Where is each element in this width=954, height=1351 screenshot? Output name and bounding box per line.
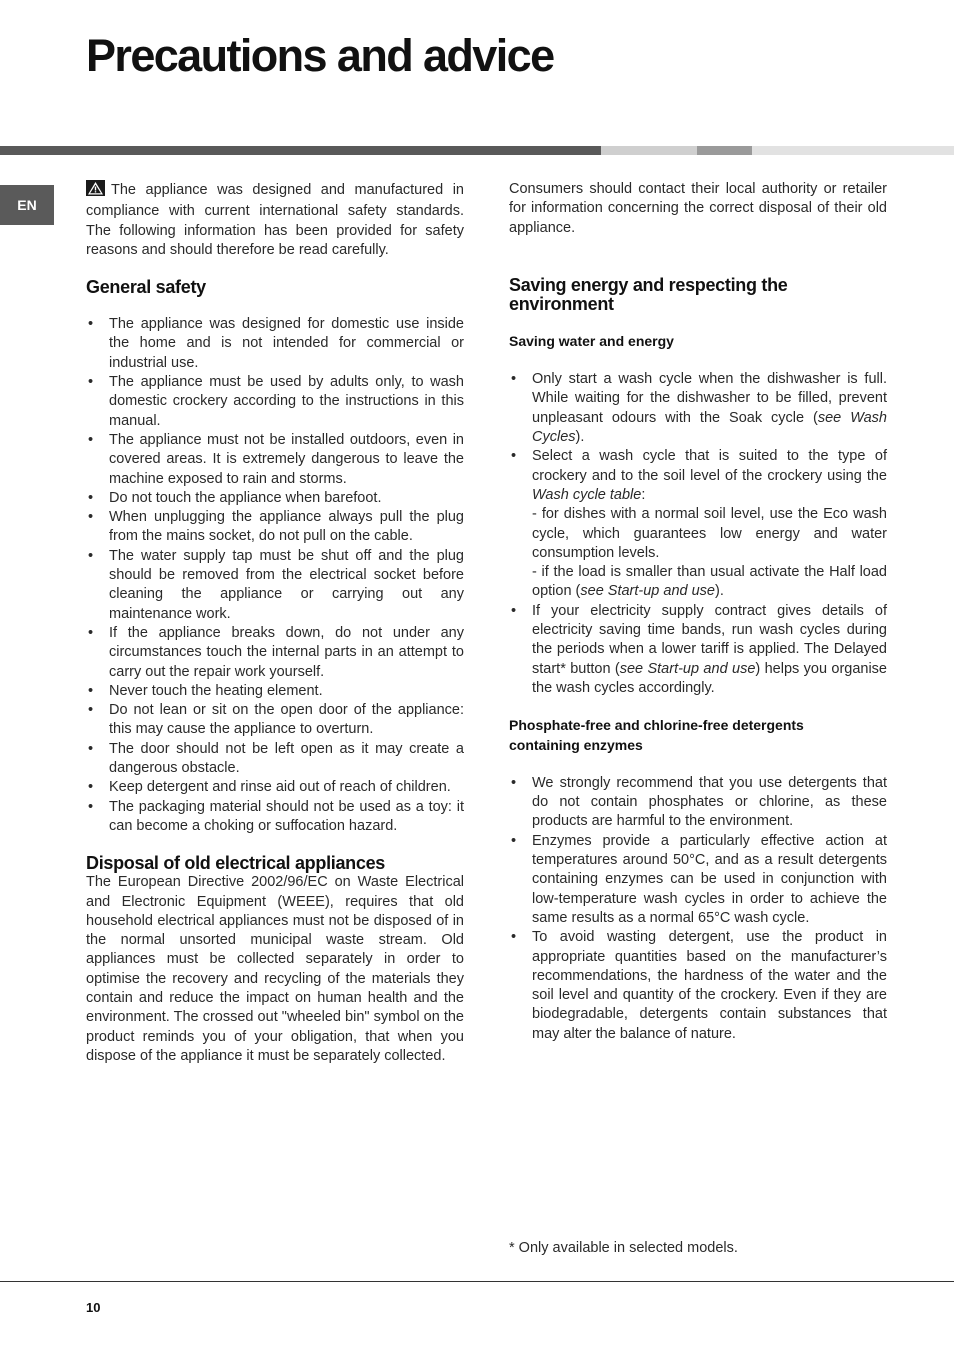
list-item: • Do not lean or sit on the open door of the appliance: this may cause the appliance to overturn.	[86, 701, 464, 740]
list-item: • Select a wash cycle that is suited to the type of crockery and to the soil level of the crockery using the Wash cycle table: - for dishes with a normal soil level, use the Eco wash cycle, which guarantees low energy and water consumption levels. - if the load is smaller than usual activate the Half load option (see Start-up and use).	[509, 447, 887, 601]
page-number: 10	[86, 1300, 101, 1315]
page-title: Precautions and advice	[86, 30, 554, 81]
disposal-heading: Disposal of old electrical appliances	[86, 853, 386, 874]
list-item: • When unplugging the appliance always pull the plug from the mains socket, do not pull on the cable.	[86, 508, 464, 547]
list-item: • If the appliance breaks down, do not under any circumstances touch the internal parts in an attempt to carry out the repair work yourself.	[86, 624, 464, 682]
eco-note: - for dishes with a normal soil level, use the Eco wash cycle, which guarantees low energy and water consumption levels.	[532, 506, 887, 561]
list-item: • The appliance must not be installed outdoors, even in covered areas. It is extremely dangerous to leave the machine exposed to rain and storms.	[86, 431, 464, 489]
list-item: • Do not touch the appliance when barefoot.	[86, 489, 464, 508]
list-item: • The water supply tap must be shut off and the plug should be removed from the electrical socket before cleaning the appliance or carrying out any maintenance work.	[86, 547, 464, 624]
energy-heading-line: Saving energy and respecting the	[509, 274, 788, 295]
list-item: • Only start a wash cycle when the dishwasher is full. While waiting for the dishwasher to be filled, prevent unpleasant odours with the Soak cycle (see Wash Cycles).	[509, 370, 887, 447]
list-item: • The packaging material should not be used as a toy: it can become a choking or suffocation hazard.	[86, 798, 464, 837]
general-safety-heading: General safety	[86, 277, 206, 298]
warning-icon	[86, 180, 105, 202]
list-item: • We strongly recommend that you use detergents that do not contain phosphates or chlorine, as these products are harmful to the environment.	[509, 774, 887, 832]
list-item: • The door should not be left open as it may create a dangerous obstacle.	[86, 740, 464, 779]
left-column	[86, 180, 464, 1066]
header-bar-dark	[0, 146, 601, 155]
intro-text: The appliance was designed and manufactured in compliance with current international safety standards. The following information has been provided for safety reasons and should therefore be read carefully.	[86, 182, 464, 258]
intro-paragraph	[86, 180, 464, 260]
list-item: • Enzymes provide a particularly effective action at temperatures around 50°C, and as a result detergents containing enzymes can be used in conjunction with low-temperature wash cycles in order to achieve the same results as a normal 65°C wash cycle.	[509, 832, 887, 928]
list-item: • Keep detergent and rinse aid out of reach of children.	[86, 778, 464, 797]
detergents-list	[509, 774, 887, 1044]
energy-heading	[509, 276, 887, 314]
language-tab: EN	[0, 185, 54, 225]
list-item: • The appliance must be used by adults only, to wash domestic crockery according to the instructions in this manual.	[86, 373, 464, 431]
water-energy-subheading: Saving water and energy	[509, 332, 674, 349]
detergents-subheading: Phosphate-free and chlorine-free detergents containing enzymes	[509, 717, 804, 753]
disposal-paragraph: The European Directive 2002/96/EC on Waste Electrical and Electronic Equipment (WEEE), requires that old household electrical appliances must not be disposed of in the normal unsorted municipal waste stream. Old appliances must be collected separately in order to optimise the recovery and recycling of the materials they contain and reduce the impact on human health and the environment. The crossed out "wheeled bin" symbol on the product reminds you of your obligation, that when you dispose of the appliance it must be separately collected.	[86, 874, 464, 1064]
water-energy-list	[509, 370, 887, 698]
half-load-note: - if the load is smaller than usual activate the Half load option (see Start-up and use).	[532, 564, 887, 600]
header-bar-light	[601, 146, 697, 155]
list-item: • The appliance was designed for domestic use inside the home and is not intended for commercial or industrial use.	[86, 315, 464, 373]
list-item: • Never touch the heating element.	[86, 682, 464, 701]
footer-rule	[0, 1281, 954, 1282]
general-safety-list	[86, 315, 464, 836]
energy-heading-line: environment	[509, 293, 614, 314]
header-bar-mid	[697, 146, 752, 155]
header-bar-pale	[752, 146, 954, 155]
list-item: • If your electricity supply contract gives details of electricity saving time bands, run wash cycles during the periods when a lower tariff is applied. The Delayed start* button (see Start-up and use) helps you organise the wash cycles accordingly.	[509, 602, 887, 698]
consumers-paragraph: Consumers should contact their local authority or retailer for information concerning the correct disposal of their old appliance.	[509, 181, 887, 236]
footnote: * Only available in selected models.	[509, 1240, 738, 1256]
list-item: • To avoid wasting detergent, use the product in appropriate quantities based on the manufacturer’s recommendations, the hardness of the water and the soil level and quantity of the crockery. Even if they are biodegradable, detergents contain substances that may alter the balance of nature.	[509, 928, 887, 1044]
right-column	[509, 180, 887, 1044]
